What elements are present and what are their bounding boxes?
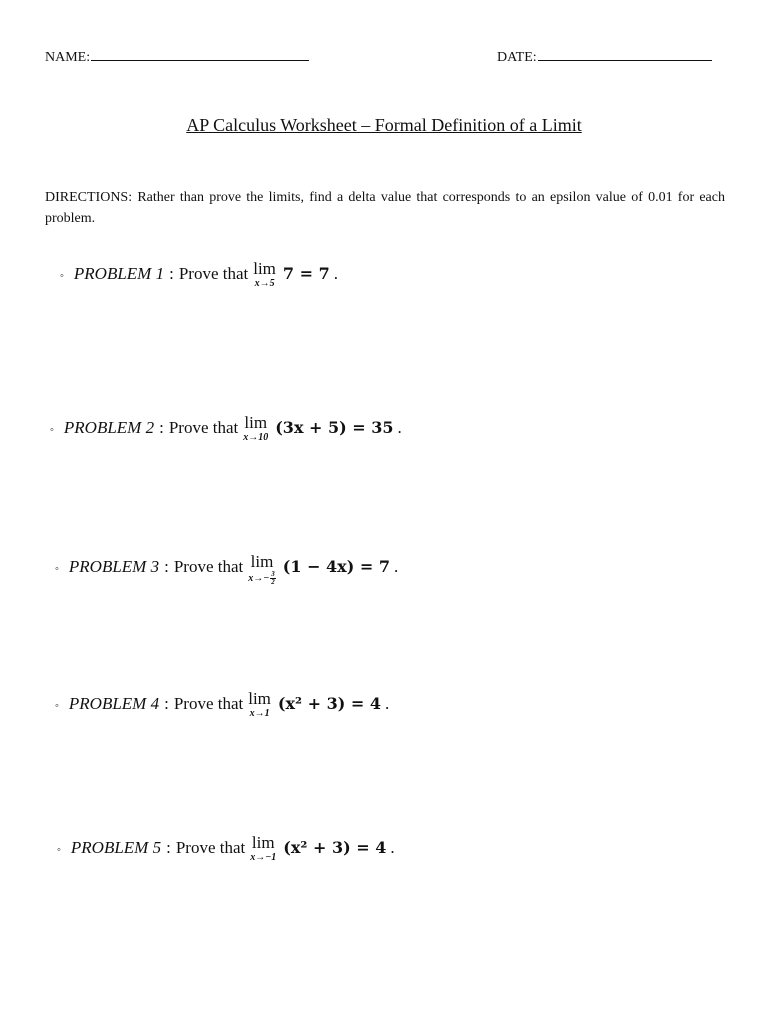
- problem-colon: :: [159, 418, 164, 437]
- problem-colon: :: [164, 694, 169, 713]
- limit-operator: [248, 690, 271, 719]
- worksheet-title: [0, 115, 768, 136]
- limit-expression: (x² + 3) = 4: [283, 838, 387, 857]
- subscript-fraction: [270, 571, 276, 586]
- lim-word: lim: [251, 833, 275, 852]
- limit-operator: [248, 553, 276, 586]
- problem-2: [50, 413, 402, 443]
- fraction-denominator: 2: [271, 578, 275, 586]
- limit-subscript: x→10: [243, 432, 269, 443]
- period: .: [397, 418, 402, 437]
- period: .: [384, 694, 390, 713]
- problem-4: [55, 689, 390, 719]
- problem-colon: :: [169, 264, 174, 283]
- problem-colon: :: [164, 557, 169, 576]
- date-field[interactable]: [497, 46, 712, 66]
- name-field[interactable]: [45, 46, 309, 66]
- lim-word: lim: [248, 689, 271, 708]
- bullet-icon: ◦: [55, 700, 59, 712]
- bullet-icon: ◦: [60, 270, 64, 282]
- worksheet-title-text: AP Calculus Worksheet – Formal Definition of a Limit: [186, 115, 582, 135]
- lim-word: lim: [253, 259, 276, 278]
- problem-label: PROBLEM 3: [68, 557, 160, 576]
- limit-operator: [250, 834, 276, 863]
- limit-subscript: x→1: [249, 708, 270, 719]
- problem-label: PROBLEM 4: [68, 694, 160, 713]
- period: .: [393, 557, 399, 576]
- problem-5: [57, 833, 395, 863]
- limit-expression: (x² + 3) = 4: [277, 694, 381, 713]
- bullet-icon: ◦: [55, 563, 59, 575]
- fraction-numerator: 3: [271, 570, 275, 578]
- name-blank-line[interactable]: [91, 46, 309, 61]
- name-label: NAME:: [45, 50, 91, 65]
- limit-expression: (3x + 5) = 35: [275, 418, 394, 437]
- prove-that-text: Prove that: [175, 838, 246, 857]
- limit-subscript: x→−1: [250, 852, 277, 863]
- limit-expression: 7 = 7: [282, 264, 330, 283]
- limit-expression: (1 − 4x) = 7: [282, 557, 390, 576]
- period: .: [333, 264, 338, 283]
- lim-word: lim: [244, 413, 268, 432]
- period: .: [390, 838, 395, 857]
- limit-subscript: [248, 571, 276, 586]
- problem-3: [55, 552, 399, 586]
- limit-operator: [243, 414, 268, 443]
- prove-that-text: Prove that: [173, 557, 244, 576]
- date-blank-line[interactable]: [538, 46, 712, 61]
- problem-1: [60, 259, 338, 289]
- problem-label: PROBLEM 5: [70, 838, 162, 857]
- prove-that-text: Prove that: [173, 694, 244, 713]
- directions-text: DIRECTIONS: Rather than prove the limits, find a delta value that corresponds to an epsilon value of 0.01 for each problem.: [45, 190, 725, 226]
- problem-label: PROBLEM 2: [63, 418, 155, 437]
- bullet-icon: ◦: [57, 844, 61, 856]
- date-label: DATE:: [497, 50, 537, 65]
- subscript-prefix: x→−: [248, 572, 270, 584]
- problem-colon: :: [166, 838, 171, 857]
- problem-label: PROBLEM 1: [73, 264, 165, 283]
- lim-word: lim: [250, 552, 274, 571]
- bullet-icon: ◦: [50, 424, 54, 436]
- limit-operator: [253, 260, 276, 289]
- prove-that-text: Prove that: [168, 418, 239, 437]
- limit-subscript: x→5: [254, 278, 275, 289]
- prove-that-text: Prove that: [178, 264, 249, 283]
